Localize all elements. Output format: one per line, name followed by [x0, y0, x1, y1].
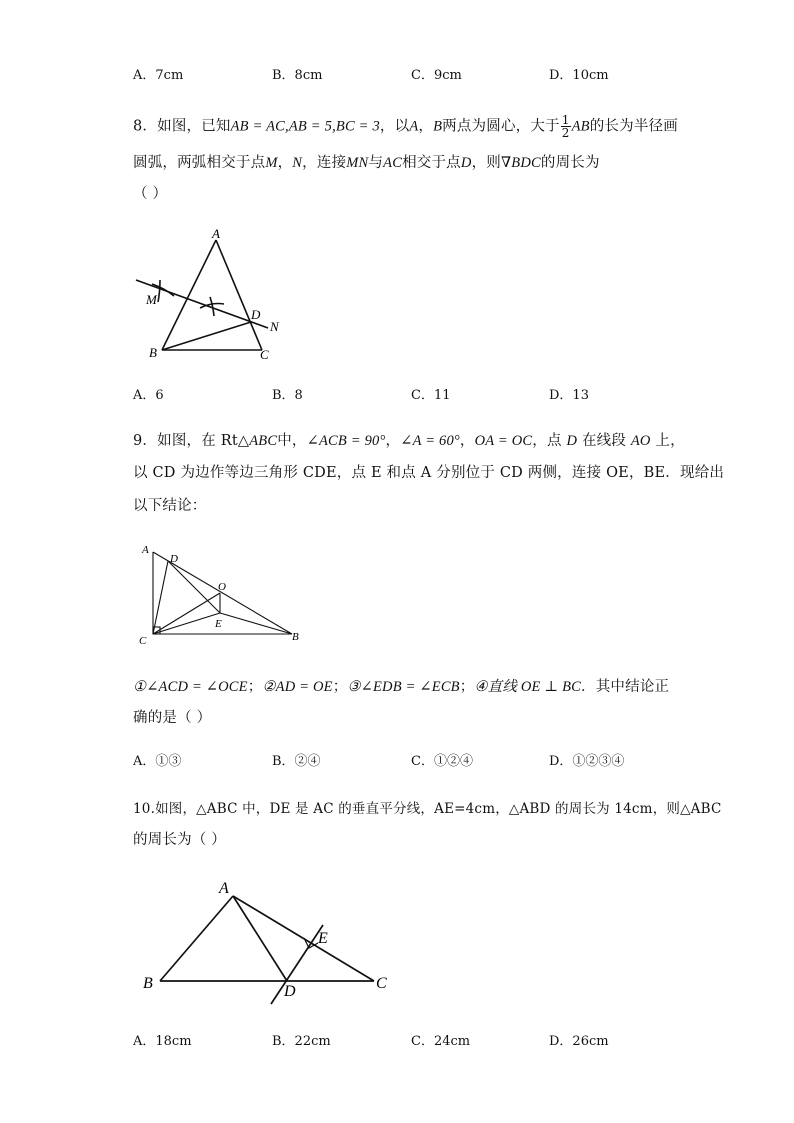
q8-label-d: D	[251, 307, 261, 322]
q8-side-ab	[162, 240, 216, 350]
q10-side-ab	[160, 896, 233, 981]
q8-separator: ，	[277, 155, 293, 171]
q10-label-a: A	[219, 880, 229, 897]
q10-label-c: C	[376, 975, 387, 992]
q8-segment-bd	[162, 322, 251, 350]
q8-fraction-numerator: 1	[561, 113, 570, 127]
q8-label-m: M	[146, 292, 157, 307]
q10-line-de	[271, 925, 323, 1004]
q7-option-b[interactable]: B．8cm	[272, 68, 323, 83]
q8-figure	[130, 222, 290, 367]
q8-point-a: A	[409, 118, 419, 135]
q9-text: 9．如图，在 Rt△	[133, 433, 250, 449]
q9-option-d[interactable]: D．①②③④	[549, 754, 625, 769]
q9-text: ，	[459, 433, 475, 449]
q9-option-c[interactable]: C．①②④	[411, 754, 473, 769]
q10-segment-ad	[233, 896, 287, 981]
q9-label-a: A	[142, 544, 149, 556]
q9-figure	[132, 538, 312, 648]
q9-segment-ao: AO	[630, 433, 651, 449]
q10-side-ac	[233, 896, 374, 981]
q9-angle-acb: ∠ACB = 90°	[306, 433, 386, 449]
q9-text: ；	[247, 679, 263, 695]
q9-conclusion-4: ④直线 OE ⊥ BC	[474, 679, 582, 695]
q10-label-b: B	[143, 975, 153, 992]
q10-line-1: 10.如图，△ABC 中，DE 是 AC 的垂直平分线，AE=4cm，△ABD 的周长为 14cm，则△ABC	[133, 801, 722, 817]
q8-option-b[interactable]: B．8	[272, 388, 303, 403]
q8-text: 圆弧，两弧相交于点	[133, 155, 266, 171]
q10-option-d[interactable]: D．26cm	[549, 1034, 609, 1049]
q10-option-a[interactable]: A．18cm	[133, 1034, 192, 1049]
q8-side-ac	[216, 240, 262, 350]
q10-line-2: 的周长为（ ）	[133, 832, 227, 848]
q9-text: 在线段	[577, 433, 631, 449]
q9-conclusion-2: ②AD = OE	[262, 679, 333, 695]
q7-option-a[interactable]: A．7cm	[133, 68, 184, 83]
q9-segment-cd	[153, 561, 168, 634]
q10-label-d: D	[284, 983, 296, 1000]
q8-point-b: B	[433, 118, 443, 135]
q8-label-b: B	[149, 345, 157, 360]
q7-option-c[interactable]: C．9cm	[411, 68, 462, 83]
q9-line-1	[133, 430, 685, 452]
q9-segment-ce	[153, 613, 220, 634]
q9-text: ；	[332, 679, 348, 695]
q9-text: ．其中结论正	[581, 679, 670, 695]
q8-option-d[interactable]: D．13	[549, 388, 589, 403]
q8-separator: ，	[418, 118, 434, 135]
q9-segment-co	[153, 593, 220, 634]
q10-figure	[138, 876, 398, 1008]
q9-option-a[interactable]: A．①③	[133, 754, 182, 769]
q9-label-c: C	[139, 635, 147, 647]
q8-text: 的长为半径画	[589, 118, 678, 135]
q9-conclusion-1: ①∠ACD = ∠OCE	[133, 679, 248, 695]
q8-segment-mn: MN	[346, 155, 369, 171]
q8-arc-m-2	[158, 280, 160, 302]
q8-point-d: D	[460, 155, 472, 171]
q9-label-d: D	[170, 553, 178, 565]
q8-text: ，以	[379, 118, 410, 135]
q7-option-d[interactable]: D．10cm	[549, 68, 609, 83]
q8-fraction	[561, 114, 571, 139]
q9-text: 上，	[650, 433, 685, 449]
q9-label-e: E	[215, 618, 222, 630]
q10-option-b[interactable]: B．22cm	[272, 1034, 331, 1049]
q9-point-d: D	[566, 433, 578, 449]
q9-conclusions	[133, 676, 669, 698]
q8-label-a: A	[212, 226, 220, 241]
q8-text: 相交于点	[402, 155, 461, 171]
q9-angle-a: ∠A = 60°	[400, 433, 460, 449]
q8-label-c: C	[260, 347, 269, 362]
q8-expr-given: AB = AC,AB = 5,BC = 3	[230, 118, 380, 135]
q8-line-2	[133, 152, 600, 174]
q8-number: 8．如图，已知	[133, 118, 231, 135]
q8-line-1	[133, 114, 678, 139]
q9-line-5: 确的是（ ）	[133, 710, 212, 726]
q8-text: 的周长为	[540, 155, 600, 171]
q9-line-2: 以 CD 为边作等边三角形 CDE，点 E 和点 A 分别位于 CD 两侧，连接 OE，BE．现给出	[133, 465, 725, 481]
q9-text: ，点	[532, 433, 567, 449]
q9-triangle-abc: ABC	[249, 433, 278, 449]
q8-fraction-denominator: 2	[561, 126, 570, 140]
q8-text: ，连接	[302, 155, 347, 171]
q9-text: ，	[385, 433, 401, 449]
q9-oa-oc: OA = OC	[474, 433, 533, 449]
q9-text: ；	[459, 679, 475, 695]
q10-option-c[interactable]: C．24cm	[411, 1034, 471, 1049]
q8-text: 与	[368, 155, 384, 171]
q9-text: 中，	[277, 433, 307, 449]
q9-segment-eb	[220, 613, 292, 634]
q8-point-m: M	[265, 155, 278, 171]
q9-label-o: O	[218, 581, 226, 593]
q8-segment-ab: AB	[571, 118, 590, 135]
q10-label-e: E	[318, 930, 328, 947]
q8-text: 两点为圆心，大于	[442, 118, 560, 135]
q9-label-b: B	[292, 631, 299, 643]
q8-option-c[interactable]: C．11	[411, 388, 451, 403]
q8-triangle-bdc: ∇BDC	[500, 155, 541, 171]
q8-answer-paren: （ ）	[133, 186, 168, 202]
q8-option-a[interactable]: A．6	[133, 388, 164, 403]
q9-line-3: 以下结论：	[133, 498, 207, 514]
q8-point-n: N	[292, 155, 303, 171]
q8-text: ，则	[471, 155, 501, 171]
q8-label-n: N	[270, 319, 279, 334]
q9-option-b[interactable]: B．②④	[272, 754, 321, 769]
q9-conclusion-3: ③∠EDB = ∠ECB	[347, 679, 460, 695]
q8-segment-ac: AC	[383, 155, 403, 171]
